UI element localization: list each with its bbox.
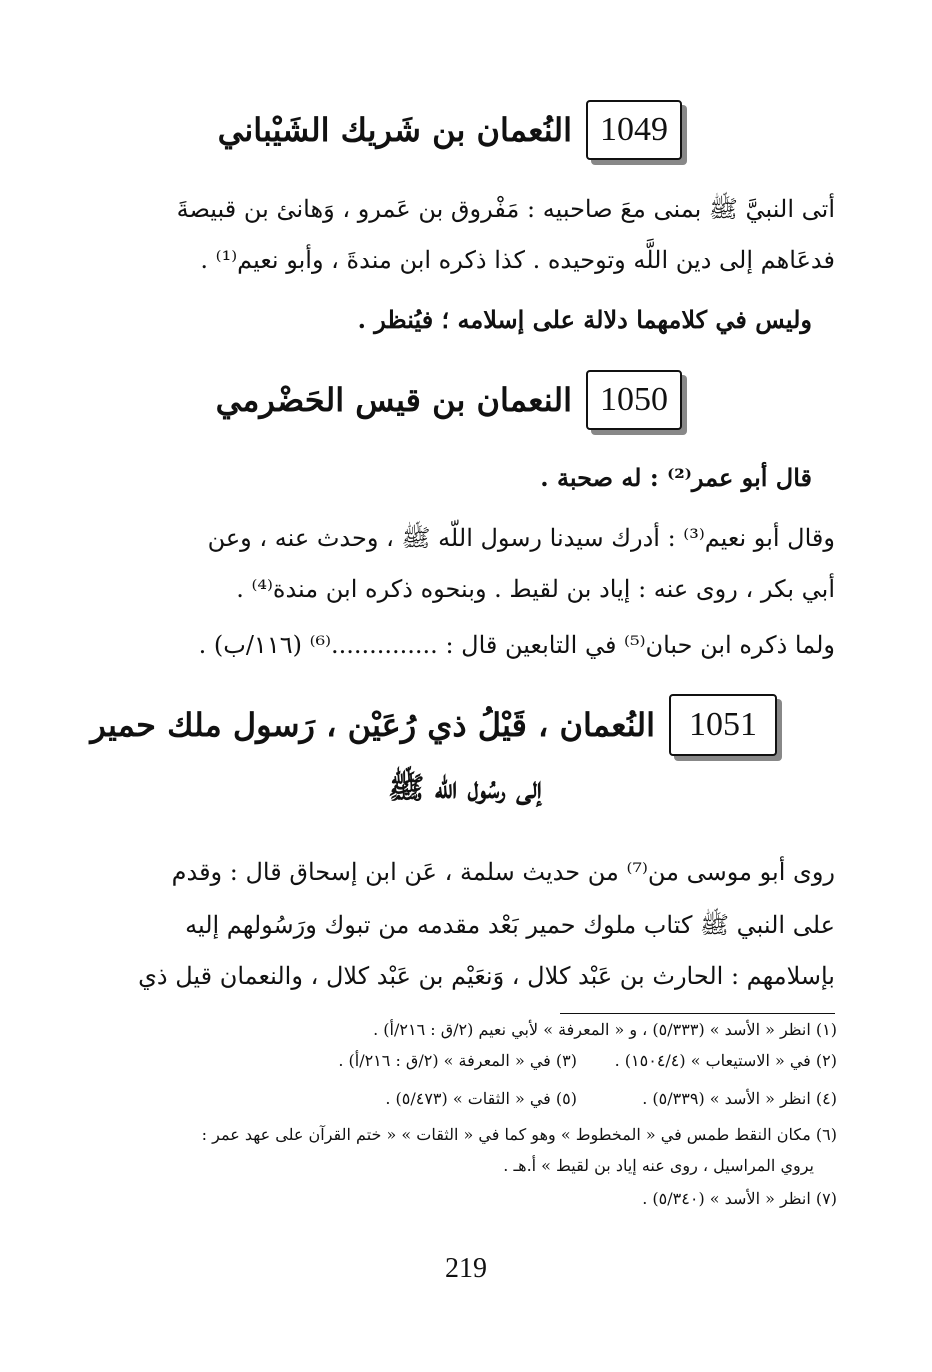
body-line: ولما ذكره ابن حبان⁽⁵⁾ في التابعين قال : ..............⁽⁶⁾ (١١٦/ب) .	[198, 631, 835, 659]
entry-heading-1049	[218, 100, 682, 160]
footnote-7: (٧) انظر « الأسد » (٥/٣٤٠) .	[642, 1189, 837, 1208]
entry-number: 1051	[689, 706, 757, 743]
body-line: فدعَاهم إلى دين اللَّه وتوحيده . كذا ذكره ابن مندةَ ، وأبو نعيم⁽¹⁾ .	[200, 246, 835, 274]
body-line: أتى النبيَّ ﷺ بمنى معَ صاحبيه : مَفْروق بن عَمرو ، وَهانئ بن قبيصةَ	[176, 195, 835, 223]
footnote-6: (٦) مكان النقط طمس في « المخطوط » وهو كما في « الثقات » « ختم القرآن على عهد عمر :	[201, 1125, 837, 1144]
entry-number-box	[586, 370, 682, 430]
entry-title: النُعمان ، قَيْلُ ذي رُعَيْن ، رَسول ملك حمير	[90, 706, 655, 744]
entry-title: النُعمان بن شَريك الشَيْباني	[217, 111, 572, 149]
body-line: روى أبو موسى من⁽⁷⁾ من حديث سلمة ، عَن ابن إسحاق قال : وقدم	[171, 858, 835, 886]
page-number: 219	[445, 1253, 487, 1284]
footnote-5: (٥) في « الثقات » (٥/٤٧٣) .	[385, 1089, 577, 1108]
entry-number: 1049	[600, 111, 668, 148]
entry-title: النعمان بن قيس الحَضْرمي	[215, 381, 572, 419]
entry-number: 1050	[600, 381, 668, 418]
body-line: على النبي ﷺ كتاب ملوك حمير بَعْد مقدمه من تبوك ورَسُولهم إليه	[185, 911, 835, 939]
entry-number-box	[669, 694, 777, 756]
footnote-6-cont: يروي المراسيل ، روى عنه إياد بن لقيط » أ.هـ .	[503, 1156, 814, 1175]
body-line: أبي بكر ، روى عنه : إياد بن لقيط . وبنحوه ذكره ابن مندة⁽⁴⁾ .	[236, 575, 835, 603]
body-line: وليس في كلامهما دلالة على إسلامه ؛ فيُنظر .	[357, 305, 812, 334]
footnote-2: (٢) في « الاستيعاب » (١٥٠٤/٤) .	[614, 1051, 837, 1070]
body-line: قال أبو عمر⁽²⁾ : له صحبة .	[540, 463, 812, 492]
body-line: وقال أبو نعيم⁽³⁾ : أدرك سيدنا رسول اللّه ﷺ ، وحدث عنه ، وعن	[207, 524, 835, 552]
footnote-separator	[560, 1013, 835, 1014]
body-line: بإسلامهم : الحارث بن عَبْد كلال ، وَنعَيْم بن عَبْد كلال ، والنعمان قيل ذي	[138, 962, 835, 990]
footnote-4: (٤) انظر « الأسد » (٥/٣٣٩) .	[642, 1089, 837, 1108]
footnote-1: (١) انظر « الأسد » (٥/٣٣٣) ، و « المعرفة » لأبي نعيم (٢/ق : ٢١٦/أ) .	[373, 1020, 837, 1039]
entry-number-box	[586, 100, 682, 160]
entry-heading-1051	[90, 694, 777, 756]
entry-heading-1050	[216, 370, 682, 430]
entry-title-line2: إلى رسُول الله ﷺ	[388, 771, 542, 806]
footnote-3: (٣) في « المعرفة » (٢/ق : ٢١٦/أ) .	[338, 1051, 577, 1070]
